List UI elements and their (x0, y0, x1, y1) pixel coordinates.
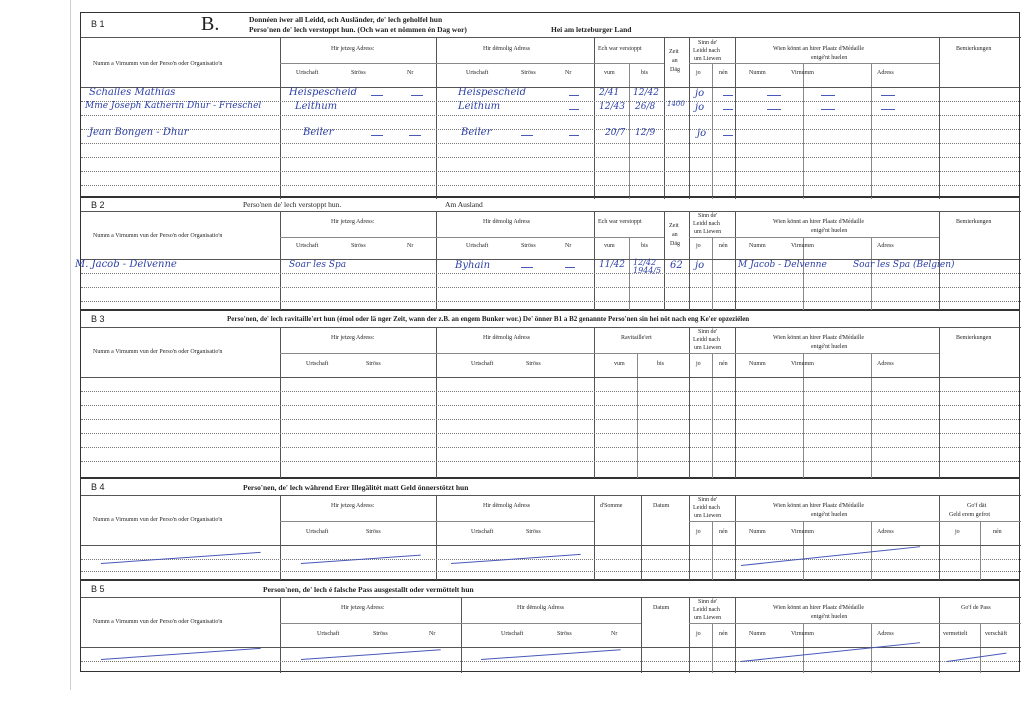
b3-header-stross: Ströss (366, 361, 381, 367)
header-virnumm: Virnumm (791, 70, 814, 76)
section-code-b1: B 1 (91, 19, 105, 29)
b2-header-zeit-deg: Däg (670, 241, 680, 247)
b5-header-hir-jetzeg: Hir jetzeg Adress: (341, 605, 385, 611)
b2-header-zeit-an: an (672, 232, 678, 238)
section-b3 (80, 310, 1020, 478)
b5-header-sinn2: Leidd nach (693, 607, 720, 613)
b3-header-bemierkungen: Bemierkungen (956, 335, 992, 341)
b5-header-verschaft: verschäft (985, 631, 1007, 637)
b1-row1-address: Heispescheid (289, 87, 357, 98)
b5-header-wien1: Wien könnt an hirer Plaatz d'Médaille (773, 605, 864, 611)
header-name-col: Numm a Virnumm vun der Perso'n oder Organisatio'n (93, 61, 223, 67)
header-bis: bis (641, 70, 649, 76)
b5-header-sinn1: Sinn de' (698, 599, 718, 605)
b3-header-virnumm: Virnumm (791, 361, 814, 367)
b1-row3-jo: jo (697, 128, 707, 139)
b4-header-numm: Numm (749, 529, 766, 535)
b2-header-bis: bis (641, 243, 649, 249)
b3-header-bis: bis (657, 361, 665, 367)
b1-row3-name: Jean Bongen - Dhur (89, 127, 189, 138)
b3-header-sinn2: Leidd nach (693, 337, 720, 343)
b3-header-hir-jetzeg: Hir jetzeg Adress: (331, 335, 375, 341)
b2-header-bemierkungen: Bemierkungen (956, 219, 992, 225)
b2-row1-jo: jo (695, 260, 705, 271)
b5-header-urtschaft-2: Urtschaft (501, 631, 524, 637)
b2-header-jo: jo (696, 243, 701, 249)
b2-header-sinn1: Sinn de' (698, 213, 718, 219)
b4-header-sinn2: Leidd nach (693, 505, 720, 511)
b5-header-nr-2: Nr (611, 631, 618, 637)
b4-header-somme: d'Somme (600, 503, 623, 509)
b4-header-wien1: Wien könnt an hirer Plaatz d'Médaille (773, 503, 864, 509)
b3-header-wien2: entgé'nt huelen (811, 344, 848, 350)
b3-header-urtschaft-2: Urtschaft (471, 361, 494, 367)
header-zeit-an: an (672, 58, 678, 64)
b3-header-vum: vum (614, 361, 625, 367)
b2-header-stross-2: Ströss (521, 243, 536, 249)
section-b5 (80, 580, 1020, 672)
b5-header-jo: jo (696, 631, 701, 637)
b2-header-ech-war: Ech war verstoppt (598, 219, 642, 225)
section-title-b2: Perso'nen de' lech verstoppt hun. (243, 200, 342, 209)
b4-header-gof-dat: Go'f dät (967, 503, 987, 509)
section-b4 (80, 478, 1020, 580)
b3-header-stross-2: Ströss (526, 361, 541, 367)
b2-row1-days: 62 (670, 260, 683, 271)
header-adress: Adress (877, 70, 894, 76)
section-code-b5: B 5 (91, 584, 105, 594)
section-b2 (75, 196, 1020, 310)
section-title-b3: Perso'nen, de' lech ravitaille'ert hun (émol oder lä nger Zeit, wann der z.B. an engem Bunker wor.) De' önner B1 a B2 genannte Perso'nen sin hei nöt nach eng Ke'er opzeziélen (227, 315, 750, 323)
b2-row1-medal-address: Soar les Spa (Belgien) (853, 260, 955, 270)
b1-row1-jo: jo (695, 88, 705, 99)
section-title-b1: Donnéen iwer all Leidd, och Ausländer, de' lech geholfel hun (249, 15, 443, 24)
b1-row2-days: 1400 (667, 100, 685, 108)
b5-header-numm: Numm (749, 631, 766, 637)
b1-row2-address: Leithum (295, 101, 338, 112)
b4-header-virnumm: Virnumm (791, 529, 814, 535)
section-b1 (80, 12, 1020, 198)
b2-header-nen: nén (719, 243, 728, 249)
b3-header-adress: Adress (877, 361, 894, 367)
header-stross-2: Ströss (521, 70, 536, 76)
b5-header-nr: Nr (429, 631, 436, 637)
b3-header-sinn3: um Liewen (694, 345, 722, 351)
b2-header-virnumm: Virnumm (791, 243, 814, 249)
b3-header-wien1: Wien könnt an hirer Plaatz d'Médaille (773, 335, 864, 341)
b2-row1-medal-name: M Jacob - Delvenne (738, 260, 827, 270)
b4-header-stross-2: Ströss (526, 529, 541, 535)
b5-header-urtschaft: Urtschaft (317, 631, 340, 637)
header-sinn3: um Liewen (694, 56, 722, 62)
page-fold (70, 0, 71, 690)
b4-header-sinn3: um Liewen (694, 513, 722, 519)
b2-header-nr-2: Nr (565, 243, 572, 249)
section-code-b4: B 4 (91, 482, 105, 492)
header-nr: Nr (407, 70, 414, 76)
b2-header-wien1: Wien könnt an hirer Plaatz d'Médaille (773, 219, 864, 225)
b1-row1-from: 2/41 (599, 88, 620, 98)
section-subtitle-b1: Perso'nen de' lech verstoppt hun. (Och wan et nömmen én Dag wor) (249, 25, 467, 34)
b2-header-sinn2: Leidd nach (693, 221, 720, 227)
b2-header-name-col: Numm a Virnumm vun der Perso'n oder Organisatio'n (93, 233, 223, 239)
b4-header-sinn1: Sinn de' (698, 497, 718, 503)
header-vum: vum (604, 70, 615, 76)
b2-header-vum: vum (604, 243, 615, 249)
b1-row2-name: Mme Joseph Katherin Dhur - Frieschel (85, 101, 262, 111)
b2-header-nr: Nr (407, 243, 414, 249)
b4-header-gof-jo: jo (955, 529, 960, 535)
b3-header-urtschaft: Urtschaft (306, 361, 329, 367)
b3-header-numm: Numm (749, 361, 766, 367)
b1-row3-address: Beiler (303, 127, 334, 138)
section-code-b2: B 2 (91, 200, 105, 210)
b4-header-stross: Ströss (366, 529, 381, 535)
header-hir-demolig: Hir dëmolig Adress (483, 46, 530, 52)
b4-header-geld-erem: Geld erem gefrot (949, 512, 990, 518)
b2-header-urtschaft: Urtschaft (296, 243, 319, 249)
header-nr-2: Nr (565, 70, 572, 76)
b5-header-nen: nén (719, 631, 728, 637)
section-title-b2-place: Am Ausland (445, 200, 483, 209)
b5-header-datum: Datum (653, 605, 670, 611)
b2-header-urtschaft-2: Urtschaft (466, 243, 489, 249)
b2-header-hir-jetzeg: Hir jetzeg Adress: (331, 219, 375, 225)
b2-row1-old-address: Byhain (455, 260, 491, 271)
b2-row1-name: M. Jacob - Delvenne (75, 259, 177, 270)
header-stross: Ströss (351, 70, 366, 76)
b1-row1-old-address: Heispescheid (458, 87, 526, 98)
b4-header-jo: jo (696, 529, 701, 535)
header-bemierkungen: Bemierkungen (956, 46, 992, 52)
b4-header-gof-nen: nén (993, 529, 1002, 535)
header-wien2: entgé'nt huelen (811, 55, 848, 61)
form-b (75, 12, 1020, 672)
header-nen: nén (719, 70, 728, 76)
b4-header-name-col: Numm a Virnumm vun der Perso'n oder Organisatio'n (93, 517, 223, 523)
b1-row2-old-address: Leithum (458, 101, 501, 112)
header-urtschaft: Urtschaft (296, 70, 319, 76)
b2-header-stross: Ströss (351, 243, 366, 249)
header-sinn1: Sinn de' (698, 40, 718, 46)
b1-row1-name: Schalles Mathias (89, 87, 176, 98)
b4-header-adress: Adress (877, 529, 894, 535)
b2-header-numm: Numm (749, 243, 766, 249)
b5-header-wien2: entgé'nt huelen (811, 614, 848, 620)
header-numm: Numm (749, 70, 766, 76)
b3-header-name-col: Numm a Virnumm vun der Perso'n oder Organisatio'n (93, 349, 223, 355)
header-wien1: Wien könnt an hirer Plaatz d'Médaille (773, 46, 864, 52)
b2-header-sinn3: um Liewen (694, 229, 722, 235)
header-zeit-deg: Däg (670, 67, 680, 73)
header-ech-war: Ech war verstoppt (598, 46, 642, 52)
b4-header-hir-jetzeg: Hir jetzeg Adress: (331, 503, 375, 509)
b1-row2-from: 12/43 (599, 102, 625, 112)
b2-header-wien2: entgé'nt huelen (811, 228, 848, 234)
b5-header-hir-demolig: Hir dëmolig Adress (517, 605, 564, 611)
b3-header-nen: nén (719, 361, 728, 367)
header-urtschaft-2: Urtschaft (466, 70, 489, 76)
b4-header-nen: nén (719, 529, 728, 535)
b2-header-zeit: Zeit (669, 223, 679, 229)
b5-header-stross: Ströss (373, 631, 388, 637)
section-letter: B. (201, 13, 220, 35)
b3-header-hir-demolig: Hir dëmolig Adress (483, 335, 530, 341)
b2-row1-from: 11/42 (599, 260, 625, 270)
section-code-b3: B 3 (91, 314, 105, 324)
b2-row1-address: Soar les Spa (289, 260, 347, 270)
b2-header-adress: Adress (877, 243, 894, 249)
b4-header-wien2: entgé'nt huelen (811, 512, 848, 518)
b5-header-gof-pass: Go'f de Pass (961, 605, 991, 611)
b1-row3-to: 12/9 (635, 128, 656, 138)
b5-header-name-col: Numm a Virnumm vun der Perso'n oder Organisatio'n (93, 619, 223, 625)
section-subtitle-b1-place: Hei am letzeburger Land (551, 25, 632, 34)
header-sinn2: Leidd nach (693, 48, 720, 54)
b4-header-hir-demolig: Hir dëmolig Adress (483, 503, 530, 509)
b5-header-vermettelt: vermettelt (943, 631, 968, 637)
b5-header-virnumm: Virnumm (791, 631, 814, 637)
b1-row3-from: 20/7 (605, 128, 626, 138)
b5-header-stross-2: Ströss (557, 631, 572, 637)
b1-row2-jo: jo (695, 102, 705, 113)
b1-row3-old-address: Beiler (461, 127, 492, 138)
header-jo: jo (696, 70, 701, 76)
header-hir-jetzeg: Hir jetzeg Adress: (331, 46, 375, 52)
b3-header-ravitaille: Ravitaille'ert (621, 335, 652, 341)
b5-header-adress: Adress (877, 631, 894, 637)
b4-header-datum: Datum (653, 503, 670, 509)
header-zeit: Zeit (669, 49, 679, 55)
b2-row1-to: 12/42 1944/5 (633, 258, 662, 275)
b1-row1-to: 12/42 (633, 88, 659, 98)
b3-header-jo: jo (696, 361, 701, 367)
b5-header-sinn3: um Liewen (694, 615, 722, 621)
b4-header-urtschaft: Urtschaft (306, 529, 329, 535)
b1-row2-to: 26/8 (635, 102, 656, 112)
b3-header-sinn1: Sinn de' (698, 329, 718, 335)
section-title-b5: Person'nen, de' lech é falsche Pass ausgestallt oder vermöttelt hun (263, 585, 474, 594)
b2-header-hir-demolig: Hir dëmolig Adress (483, 219, 530, 225)
b4-header-urtschaft-2: Urtschaft (471, 529, 494, 535)
section-title-b4: Perso'nen, de' lech während Erer Illegälitét matt Geld önnerstötzt hun (243, 483, 469, 492)
